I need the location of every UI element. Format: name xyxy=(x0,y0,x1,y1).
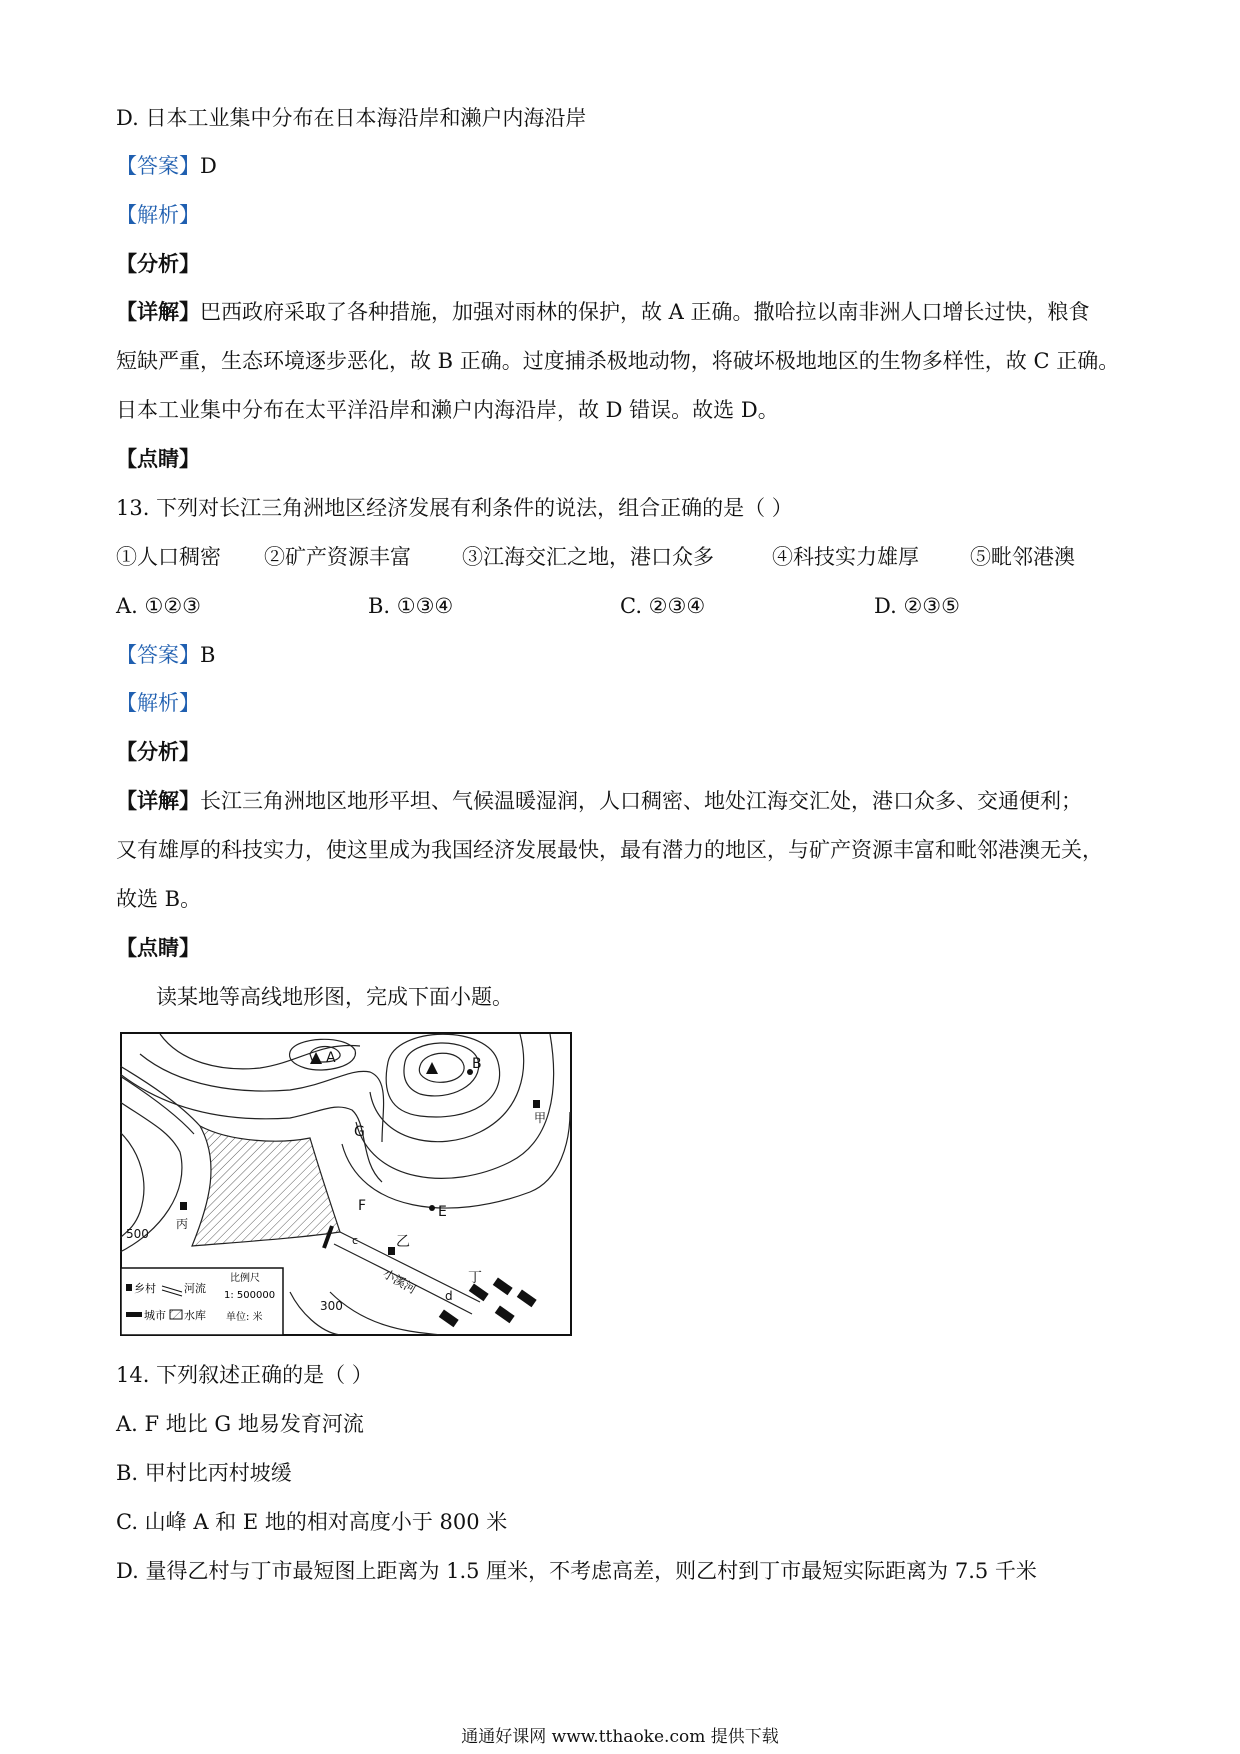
q12-detail-line1 xyxy=(116,297,1090,327)
label-f: F xyxy=(358,1198,367,1214)
detail-label: 【详解】 xyxy=(116,788,200,813)
point-e-dot xyxy=(429,1205,435,1211)
q13-stem: 13. 下列对长江三角洲地区经济发展有利条件的说法，组合正确的是（ ） xyxy=(116,496,793,520)
q14-stem: 14. 下列叙述正确的是（ ） xyxy=(116,1363,373,1387)
q13-condition-5: ⑤毗邻港澳 xyxy=(970,545,1075,569)
q14-option-c: C. 山峰 A 和 E 地的相对高度小于 800 米 xyxy=(116,1510,508,1534)
detail-label: 【详解】 xyxy=(116,299,200,324)
contour-300: 300 xyxy=(320,1299,343,1313)
label-d: d xyxy=(445,1289,453,1303)
village-bing-icon xyxy=(180,1202,187,1210)
answer-value: B xyxy=(200,643,216,667)
q13-option-b: B. ①③④ xyxy=(368,594,454,618)
q13-option-d: D. ②③⑤ xyxy=(874,594,960,618)
contour-500: 500 xyxy=(126,1227,149,1241)
detail-text: 长江三角洲地区地形平坦、气候温暖湿润，人口稠密、地处江海交汇处，港口众多、交通便利； xyxy=(200,789,1082,813)
legend-unit: 单位: 米 xyxy=(226,1312,263,1323)
q12-option-d: D. 日本工业集中分布在日本海沿岸和濑户内海沿岸 xyxy=(116,106,587,130)
detail-text: 巴西政府采取了各种措施，加强对雨林的保护，故 A 正确。撒哈拉以南非洲人口增长过快，粮食 xyxy=(200,300,1090,324)
q13-option-a: A. ①②③ xyxy=(116,594,201,618)
q13-condition-3: ③江海交汇之地，港口众多 xyxy=(462,545,714,569)
map-legend xyxy=(121,1268,283,1335)
q14-option-b: B. 甲村比丙村坡缓 xyxy=(116,1461,292,1485)
answer-label: 【答案】 xyxy=(116,154,200,178)
q12-detail-line3: 日本工业集中分布在太平洋沿岸和濑户内海沿岸，故 D 错误。故选 D。 xyxy=(116,398,779,422)
q14-option-a: A. F 地比 G 地易发育河流 xyxy=(116,1412,364,1436)
contour-map xyxy=(120,1032,572,1336)
q13-detail-line3: 故选 B。 xyxy=(116,887,202,911)
q13-fenxi-label: 【分析】 xyxy=(116,739,200,764)
q12-fenxi-label: 【分析】 xyxy=(116,251,200,276)
answer-value: D xyxy=(200,154,217,178)
q13-dianjing-label: 【点睛】 xyxy=(116,935,200,960)
q13-detail-line2: 又有雄厚的科技实力，使这里成为我国经济发展最快，最有潜力的地区，与矿产资源丰富和毗邻港澳无关， xyxy=(116,838,1103,862)
q13-answer xyxy=(116,640,215,670)
q13-jiexi-label: 【解析】 xyxy=(116,691,200,715)
label-river: 小溪河 xyxy=(380,1266,419,1297)
legend-village: 乡村 xyxy=(134,1282,156,1295)
village-jia-icon xyxy=(533,1100,540,1108)
label-g: G xyxy=(354,1124,365,1140)
label-ding: 丁 xyxy=(468,1270,482,1286)
legend-scale-title: 比例尺 xyxy=(230,1273,260,1284)
label-a: A xyxy=(326,1050,336,1066)
q12-jiexi-label: 【解析】 xyxy=(116,203,200,227)
label-e: E xyxy=(438,1204,447,1220)
legend-scale: 1: 500000 xyxy=(224,1290,276,1301)
q12-answer xyxy=(116,151,217,181)
q13-condition-2: ②矿产资源丰富 xyxy=(264,545,411,569)
page-footer: 通通好课网 www.tthaoke.com 提供下载 xyxy=(461,1727,779,1747)
legend-reservoir: 水库 xyxy=(184,1309,206,1322)
q13-detail-line1 xyxy=(116,786,1082,816)
label-bing: 丙 xyxy=(176,1217,189,1231)
q14-option-d: D. 量得乙村与丁市最短图上距离为 1.5 厘米，不考虑高差，则乙村到丁市最短实际距离为 7.5 千米 xyxy=(116,1559,1037,1583)
legend-river: 河流 xyxy=(184,1282,206,1295)
label-b: B xyxy=(472,1056,482,1072)
q13-option-c: C. ②③④ xyxy=(620,594,706,618)
village-yi-icon xyxy=(388,1247,395,1255)
map-intro: 读某地等高线地形图，完成下面小题。 xyxy=(156,985,513,1009)
q12-detail-line2: 短缺严重，生态环境逐步恶化，故 B 正确。过度捕杀极地动物，将破坏极地地区的生物多样性，故 C 正确。 xyxy=(116,349,1120,373)
label-yi: 乙 xyxy=(396,1234,410,1250)
q12-dianjing-label: 【点睛】 xyxy=(116,446,200,471)
label-c: c xyxy=(352,1234,359,1247)
label-jia: 甲 xyxy=(534,1111,547,1125)
legend-city: 城市 xyxy=(144,1309,166,1322)
q13-condition-4: ④科技实力雄厚 xyxy=(772,545,919,569)
answer-label: 【答案】 xyxy=(116,643,200,667)
q13-condition-1: ①人口稠密 xyxy=(116,545,221,569)
